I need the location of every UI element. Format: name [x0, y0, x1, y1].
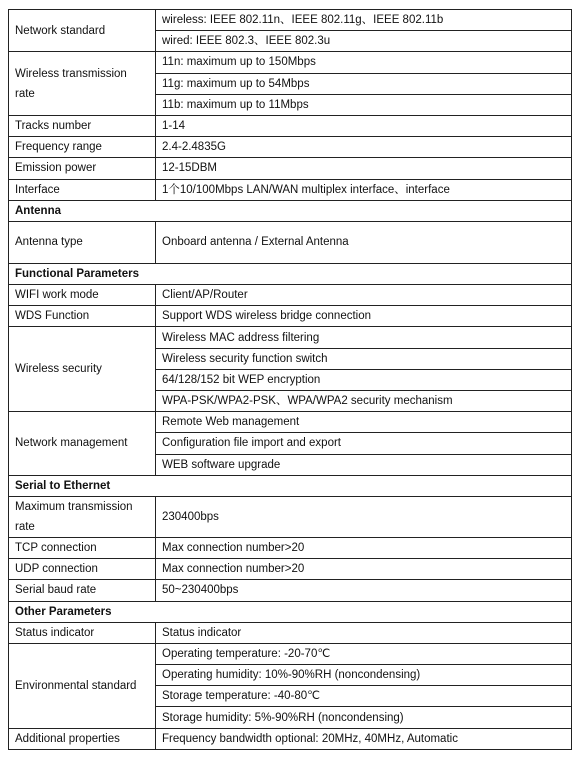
wireless-rate-label [9, 52, 156, 116]
wireless-rate-value: 11n: maximum up to 150Mbps [156, 52, 572, 73]
network-standard-value: wired: IEEE 802.3、IEEE 802.3u [156, 31, 572, 52]
max-rate-label-line2: rate [15, 520, 35, 533]
network-management-label: Network management [9, 412, 156, 476]
wifi-mode-value: Client/AP/Router [156, 285, 572, 306]
table-row [9, 559, 572, 580]
frequency-value: 2.4-2.4835G [156, 137, 572, 158]
wifi-mode-label: WIFI work mode [9, 285, 156, 306]
table-row [9, 537, 572, 558]
network-standard-label: Network standard [9, 10, 156, 52]
table-row [9, 622, 572, 643]
network-management-value: WEB software upgrade [156, 454, 572, 475]
udp-value: Max connection number>20 [156, 559, 572, 580]
table-row [9, 327, 572, 348]
table-row [9, 285, 572, 306]
table-row [9, 580, 572, 601]
wireless-rate-value: 11g: maximum up to 54Mbps [156, 73, 572, 94]
table-row [9, 643, 572, 664]
table-row [9, 158, 572, 179]
table-row [9, 115, 572, 136]
environmental-value: Operating humidity: 10%-90%RH (noncondensing) [156, 665, 572, 686]
wds-label: WDS Function [9, 306, 156, 327]
network-standard-value: wireless: IEEE 802.11n、IEEE 802.11g、IEEE 802.11b [156, 10, 572, 31]
tracks-label: Tracks number [9, 115, 156, 136]
wds-value: Support WDS wireless bridge connection [156, 306, 572, 327]
tcp-label: TCP connection [9, 537, 156, 558]
interface-label: Interface [9, 179, 156, 200]
network-management-value: Configuration file import and export [156, 433, 572, 454]
section-header-row [9, 601, 572, 622]
wireless-rate-label-line2: rate [15, 87, 35, 100]
environmental-value: Storage humidity: 5%-90%RH (noncondensing) [156, 707, 572, 728]
wireless-rate-value: 11b: maximum up to 11Mbps [156, 94, 572, 115]
table-row [9, 137, 572, 158]
interface-value: 1个10/100Mbps LAN/WAN multiplex interface、interface [156, 179, 572, 200]
table-row [9, 221, 572, 263]
antenna-type-label: Antenna type [9, 221, 156, 263]
tcp-value: Max connection number>20 [156, 537, 572, 558]
frequency-label: Frequency range [9, 137, 156, 158]
environmental-value: Storage temperature: -40-80℃ [156, 686, 572, 707]
antenna-type-value: Onboard antenna / External Antenna [156, 221, 572, 263]
table-row [9, 306, 572, 327]
wireless-security-value: WPA-PSK/WPA2-PSK、WPA/WPA2 security mechanism [156, 391, 572, 412]
status-label: Status indicator [9, 622, 156, 643]
udp-label: UDP connection [9, 559, 156, 580]
wireless-security-label: Wireless security [9, 327, 156, 412]
section-header-row [9, 263, 572, 284]
environmental-label: Environmental standard [9, 643, 156, 728]
section-header-row [9, 200, 572, 221]
table-row [9, 10, 572, 31]
max-rate-value: 230400bps [156, 496, 572, 537]
additional-value: Frequency bandwidth optional: 20MHz, 40MHz, Automatic [156, 728, 572, 749]
section-header-row [9, 475, 572, 496]
tracks-value: 1-14 [156, 115, 572, 136]
table-row [9, 412, 572, 433]
max-rate-label-line1: Maximum transmission [15, 500, 133, 513]
section-other: Other Parameters [9, 601, 572, 622]
additional-label: Additional properties [9, 728, 156, 749]
baud-label: Serial baud rate [9, 580, 156, 601]
section-antenna: Antenna [9, 200, 572, 221]
max-rate-label [9, 496, 156, 537]
wireless-rate-label-line1: Wireless transmission [15, 67, 127, 80]
wireless-security-value: 64/128/152 bit WEP encryption [156, 369, 572, 390]
emission-value: 12-15DBM [156, 158, 572, 179]
wireless-security-value: Wireless MAC address filtering [156, 327, 572, 348]
specifications-table [8, 9, 572, 750]
network-management-value: Remote Web management [156, 412, 572, 433]
table-row [9, 179, 572, 200]
table-row [9, 496, 572, 537]
table-row [9, 52, 572, 73]
section-serial: Serial to Ethernet [9, 475, 572, 496]
environmental-value: Operating temperature: -20-70℃ [156, 643, 572, 664]
status-value: Status indicator [156, 622, 572, 643]
baud-value: 50~230400bps [156, 580, 572, 601]
emission-label: Emission power [9, 158, 156, 179]
table-row [9, 728, 572, 749]
wireless-security-value: Wireless security function switch [156, 348, 572, 369]
section-functional: Functional Parameters [9, 263, 572, 284]
